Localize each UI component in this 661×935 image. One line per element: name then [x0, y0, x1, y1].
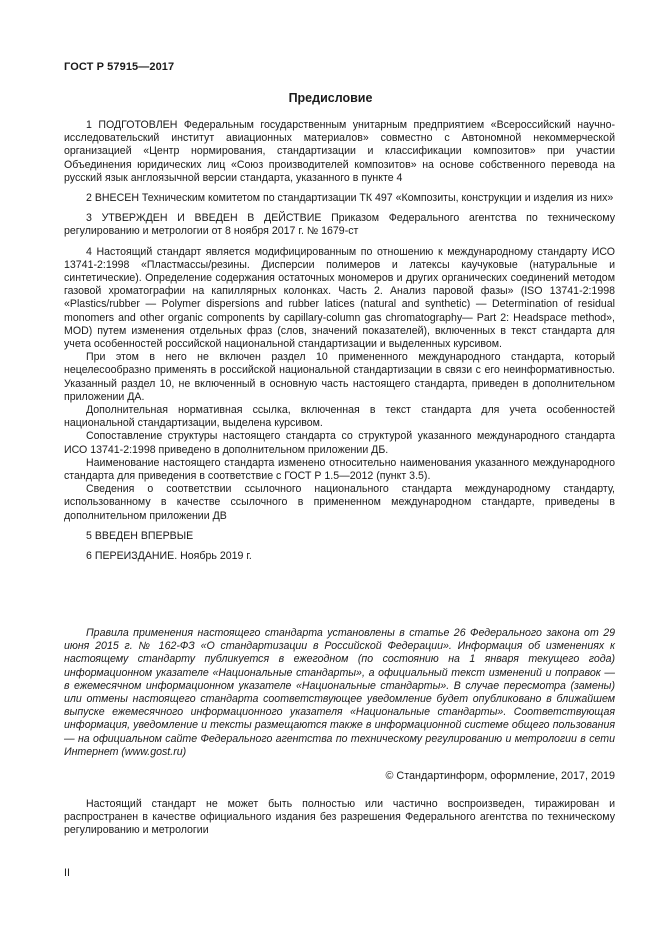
- reproduction-notice: Настоящий стандарт не может быть полностью или частично воспроизведен, тиражирован и распространен в качестве официального издания без разрешения Федерального агентства по техническому регулированию и метрологии: [64, 798, 615, 837]
- paragraph-approved: 3 УТВЕРЖДЕН И ВВЕДЕН В ДЕЙСТВИЕ Приказом Федерального агентства по техническому регулированию и метрологии от 8 ноября 2017 г. № 1679-ст: [64, 212, 615, 238]
- page-number: II: [64, 867, 70, 879]
- law-notice: Правила применения настоящего стандарта установлены в статье 26 Федерального закона от 29 июня 2015 г. № 162-ФЗ «О стандартизации в Российской Федерации». Информация об изменениях к настоящему стандарту публикуется в ежегодном (по состоянию на 1 января текущего года) информационном указателе «Национальные стандарты», а официальный текст изменений и поправок — в ежемесячном информационном указателе «Национальные стандарты». В случае пересмотра (замены) или отмены настоящего стандарта соответствующее уведомление будет опубликовано в ближайшем выпуске ежемесячного информационного указателя «Национальные стандарты». Соответствующая информация, уведомление и тексты размещаются также в информационной системе общего пользования — на официальном сайте Федерального агентства по техническому регулированию и метрологии в сети Интернет (www.gost.ru): [64, 627, 615, 758]
- foreword-body: [64, 119, 615, 570]
- paragraph-reissue: 6 ПЕРЕИЗДАНИЕ. Ноябрь 2019 г.: [86, 550, 252, 563]
- paragraph-correspondence: Сведения о соответствии ссылочного национального стандарта международному стандарту, использованному в качестве ссылочного в примененном международном стандарте, приведены в дополнительном приложении ДВ: [64, 483, 615, 522]
- paragraph-modified: 4 Настоящий стандарт является модифицированным по отношению к международному стандарту ИСО 13741-2:1998 «Пластмассы/резины. Дисперсии полимеров и латексы каучуковые (натуральные и синтетические). Определение содержания остаточных мономеров и других органических соединений методом газовой хроматографии на капиллярных колонках. Часть 2. Анализ паровой фазы» (ISO 13741-2:1998 «Plastics/rubber — Polymer dispersions and rubber latices (natural and synthetic) — Determination of residual monomers and other organic components by capillary-column gas chromatography— Part 2: Headspace method», MOD) путем изменения отдельных фраз (слов, значений показателей), включенных в текст стандарта для учета особенностей российской национальной стандартизации и выделенных курсивом.: [64, 245, 615, 351]
- paragraph-additional-reference: Дополнительная нормативная ссылка, включенная в текст стандарта для учета особенностей национальной стандартизации, выделена курсивом.: [64, 404, 615, 430]
- paragraph-structure-comparison: Сопоставление структуры настоящего стандарта со структурой указанного международного стандарта ИСО 13741-2:1998 приведено в дополнительном приложении ДБ.: [64, 430, 615, 456]
- paragraph-excluded-section: При этом в него не включен раздел 10 примененного международного стандарта, который нецелесообразно применять в российской национальной стандартизации в связи с его неинформативностью. Указанный раздел 10, не включенный в основную часть настоящего стандарта, приведен в дополнительном приложении ДА.: [64, 351, 615, 403]
- paragraph-prepared: 1 ПОДГОТОВЛЕН Федеральным государственным унитарным предприятием «Всероссийский научно-исследовательский институт авиационных материалов» совместно с Автономной некоммерческой организацией «Центр нормирования, стандартизации и классификации композитов» при участии Объединения юридических лиц «Союз производителей композитов» на основе собственного перевода на русский язык англоязычной версии стандарта, указанного в пункте 4: [64, 119, 615, 184]
- page-title: Предисловие: [288, 91, 373, 105]
- paragraph-first-introduced: 5 ВВЕДЕН ВПЕРВЫЕ: [86, 529, 194, 542]
- copyright-line: © Стандартинформ, оформление, 2017, 2019: [385, 770, 615, 782]
- paragraph-introduced: 2 ВНЕСЕН Техническим комитетом по стандартизации ТК 497 «Композиты, конструкции и изделия из них»: [86, 192, 614, 205]
- standard-code: ГОСТ Р 57915—2017: [64, 61, 175, 73]
- paragraph-name-change: Наименование настоящего стандарта изменено относительно наименования указанного международного стандарта для приведения в соответствие с ГОСТ Р 1.5—2012 (пункт 3.5).: [64, 456, 615, 483]
